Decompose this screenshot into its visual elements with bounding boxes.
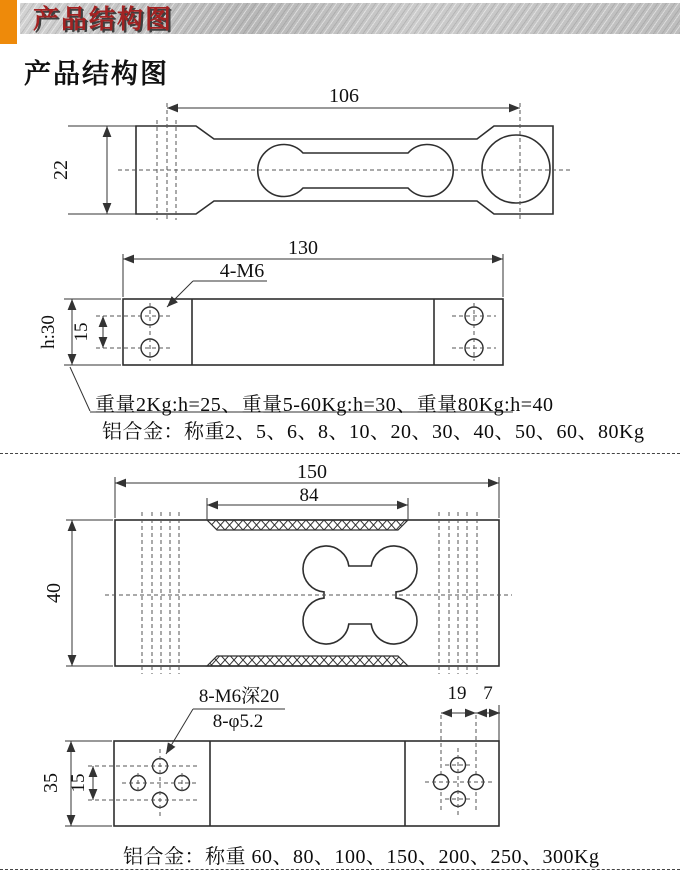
label-4-M6 — [167, 260, 267, 307]
dimension-22 — [50, 126, 136, 214]
drawing-top-view-large — [0, 685, 680, 835]
bottom-divider — [0, 869, 680, 870]
dim-label-width: 106 — [329, 85, 359, 107]
dim-label-height: 40 — [43, 583, 65, 603]
note-material-large: 铝合金：称重 60、80、100、150、200、250、300Kg — [123, 846, 600, 868]
dim-label-height: 35 — [40, 773, 62, 793]
dimension-40 — [43, 520, 113, 666]
note-material-small: 铝合金：称重2、5、6、8、10、20、30、40、50、60、80Kg — [102, 421, 645, 443]
banner-background — [20, 3, 680, 34]
accent-bar — [0, 0, 17, 44]
center-lines — [105, 512, 512, 674]
dim-label-pitch: 15 — [68, 773, 89, 793]
dimension-19-7 — [441, 683, 500, 812]
dim-label-pad: 84 — [299, 485, 319, 506]
page-title: 产品结构图 — [24, 59, 169, 89]
body-outline — [115, 520, 499, 666]
center-lines — [118, 103, 570, 222]
hole-callout: 8-φ5.2 — [212, 711, 264, 732]
load-hole — [482, 135, 550, 203]
dimension-84 — [207, 485, 408, 519]
note-weight-height: 重量2Kg:h=25、重量5-60Kg:h=30、重量80Kg:h=40 — [95, 394, 554, 416]
dimension-106 — [167, 85, 520, 108]
drawing-side-view-small — [0, 85, 680, 235]
dim-label-pitch: 15 — [71, 322, 92, 342]
header-banner — [0, 0, 680, 46]
dim-label-length: 150 — [297, 461, 327, 483]
knurled-pad-bottom — [207, 656, 408, 666]
drawing-side-view-large — [0, 460, 680, 682]
dim-label-length: 130 — [288, 237, 318, 259]
hole-callouts — [166, 685, 285, 754]
hole-callout: 4-M6 — [219, 260, 265, 282]
dim-label-height: h:30 — [38, 315, 59, 349]
thread-callout: 8-M6深20 — [198, 686, 280, 707]
section-divider — [0, 453, 680, 454]
dimension-15 — [71, 316, 103, 348]
banner-title: 产品结构图 — [33, 4, 174, 34]
dim-label-height: 22 — [50, 160, 72, 180]
bolt-hole — [141, 307, 159, 325]
knurled-pad-top — [207, 520, 408, 530]
dimension-15 — [68, 766, 93, 800]
dim-label-7: 7 — [483, 683, 493, 704]
dimension-130 — [123, 237, 503, 297]
dim-label-19: 19 — [447, 683, 467, 704]
body-outline — [123, 299, 503, 365]
center-lines — [88, 748, 492, 816]
